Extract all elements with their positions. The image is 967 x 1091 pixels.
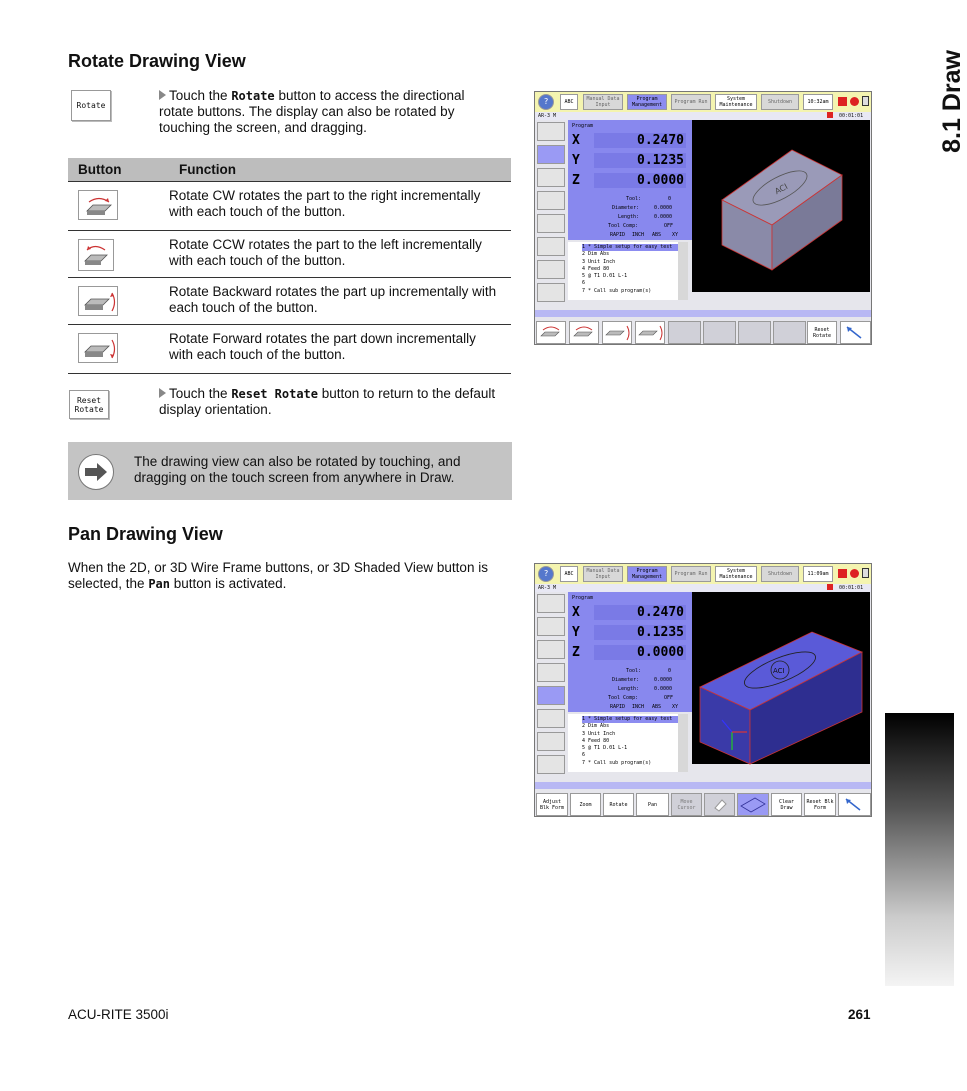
status-right: 00:01:01	[839, 585, 864, 591]
icon-cell	[68, 231, 169, 278]
empty-softkey-6	[703, 321, 736, 344]
axis-x-value: 0.2470	[594, 133, 686, 148]
program-line: 4 Feed 80	[582, 737, 610, 744]
mode-xy: XY	[672, 232, 679, 238]
reset-text: button to return to the default display orientation.	[159, 386, 496, 417]
table-row	[68, 278, 511, 325]
program-line: 6	[582, 280, 586, 287]
diameter-label: Diameter:	[612, 205, 640, 211]
bottom-strip	[535, 782, 871, 789]
table-row	[68, 325, 511, 374]
logo-text: ACI	[773, 667, 785, 675]
mode-rapid: RAPID	[610, 232, 626, 238]
alert-icon	[827, 584, 833, 590]
stop-icon[interactable]	[838, 569, 847, 578]
touch-prefix: Touch the	[169, 88, 228, 103]
program-line: 5 @ T1 D.01 L-1	[582, 273, 628, 280]
status-bar	[535, 112, 871, 120]
program-management-button[interactable]: Program Management	[627, 94, 667, 110]
part-wireframe	[692, 120, 872, 292]
pan-prefix: When the 2D, or 3D Wire Frame buttons, or 3D Shaded View button is selected, the	[68, 560, 488, 591]
mode-inch: INCH	[632, 704, 645, 710]
axis-y-label: Y	[572, 625, 580, 640]
side-button-7[interactable]	[537, 260, 565, 279]
chapter-title: 8.1 Draw	[938, 50, 966, 153]
adjust-blk-form-button[interactable]: Adjust Blk Form	[536, 793, 568, 816]
help-icon[interactable]: ?	[538, 94, 554, 110]
status-right: 00:01:01	[839, 113, 864, 119]
side-button-6[interactable]	[537, 237, 565, 256]
reset-blk-form-button[interactable]: Reset Blk Form	[804, 793, 836, 816]
status-left: AR-3 M	[538, 585, 557, 591]
mode-abs: ABS	[652, 704, 662, 710]
program-line: 7 * Call sub program(s)	[582, 287, 652, 294]
row-text: Rotate CW rotates the part to the right incrementally with each touch of the button.	[169, 182, 511, 231]
program-line: 1 * Simple setup for easy test	[582, 716, 686, 723]
record-icon[interactable]	[850, 569, 859, 578]
lock-icon[interactable]	[862, 96, 869, 106]
rotate-keyword: Rotate	[231, 89, 275, 103]
program-line: 3 Unit Inch	[582, 730, 616, 737]
abc-button[interactable]: ABC	[560, 566, 578, 582]
status-left: AR-3 M	[538, 113, 557, 119]
side-button-8[interactable]	[537, 755, 565, 774]
arrow-right-icon	[78, 454, 114, 490]
rotate-intro	[159, 88, 499, 136]
shaded-view-button[interactable]	[537, 214, 565, 233]
move-cursor-button: Move Cursor	[671, 793, 702, 816]
cursor-tool-icon[interactable]	[840, 321, 871, 344]
rotate-button-label: Rotate	[76, 101, 106, 110]
pan-heading: Pan Drawing View	[68, 524, 223, 544]
diameter-value: 0.0000	[654, 677, 673, 683]
icon-cell	[68, 325, 169, 374]
2d-view-button[interactable]	[537, 122, 565, 141]
tool-comp-label: Tool Comp:	[608, 223, 639, 229]
mode-rapid: RAPID	[610, 704, 626, 710]
screenshot-rotate	[534, 91, 872, 345]
grid-view-button[interactable]	[537, 168, 565, 187]
side-button-8[interactable]	[537, 283, 565, 302]
axis-x-label: X	[572, 133, 580, 148]
record-icon[interactable]	[850, 97, 859, 106]
program-line: 3 Unit Inch	[582, 258, 616, 265]
top-bar	[535, 92, 871, 112]
axis-x-value: 0.2470	[594, 605, 686, 620]
table-row	[68, 182, 511, 231]
system-maintenance-button[interactable]: System Maintenance	[715, 94, 757, 110]
tool-comp-value: OFF	[664, 223, 674, 229]
row-text: Rotate CCW rotates the part to the left incrementally with each touch of the button.	[169, 231, 511, 278]
rotate-cw-button[interactable]	[536, 321, 566, 344]
rotate-backward-button[interactable]	[602, 321, 632, 344]
program-line: 1 * Simple setup for easy test	[582, 244, 686, 251]
program-run-button[interactable]: Program Run	[671, 566, 711, 582]
clock: 11:09am	[803, 566, 833, 582]
program-run-button[interactable]: Program Run	[671, 94, 711, 110]
axis-y-label: Y	[572, 153, 580, 168]
rotate-cw-icon	[78, 190, 118, 220]
system-maintenance-button[interactable]: System Maintenance	[715, 566, 757, 582]
alert-icon	[827, 112, 833, 118]
program-line: 5 @ T1 D.01 L-1	[582, 745, 628, 752]
rotate-button	[71, 90, 111, 121]
note-box	[68, 442, 512, 500]
mode-xy: XY	[672, 704, 679, 710]
program-scrollbar[interactable]	[678, 242, 688, 300]
bottom-strip	[535, 310, 871, 317]
empty-softkey-5	[668, 321, 701, 344]
diameter-label: Diameter:	[612, 677, 640, 683]
table-row	[68, 231, 511, 278]
length-value: 0.0000	[654, 214, 673, 220]
erase-icon	[704, 793, 735, 816]
reset-keyword: Reset Rotate	[231, 387, 319, 401]
reset-rotate-softkey[interactable]: Reset Rotate	[807, 321, 837, 344]
rotate-softkey[interactable]: Rotate	[603, 793, 634, 816]
tool-comp-value: OFF	[664, 695, 674, 701]
length-label: Length:	[618, 686, 640, 692]
dro-panel	[568, 120, 692, 240]
reset-button-line1: Reset	[76, 395, 102, 405]
program-scrollbar[interactable]	[678, 714, 688, 772]
side-button-7[interactable]	[537, 732, 565, 751]
rotate-intro-text: button to access the directional rotate buttons. The display can also be rotated by touching the screen, and dragging.	[159, 88, 465, 135]
page-number: 261	[848, 1007, 871, 1022]
rotate-forward-icon	[78, 333, 118, 363]
zoom-button[interactable]: Zoom	[570, 793, 601, 816]
icon-cell	[68, 278, 169, 325]
part-shaded	[692, 592, 872, 764]
rotate-forward-button[interactable]	[635, 321, 665, 344]
program-list[interactable]	[568, 242, 688, 300]
pan-suffix: button is activated.	[173, 576, 287, 591]
abc-button[interactable]: ABC	[560, 94, 578, 110]
shutdown-button[interactable]: Shutdown	[761, 566, 799, 582]
grid-view-button[interactable]	[537, 640, 565, 659]
dashed-view-button[interactable]	[537, 663, 565, 682]
axis-z-value: 0.0000	[594, 645, 686, 660]
tool-label: Tool:	[626, 196, 642, 202]
icon-cell	[68, 182, 169, 231]
program-list[interactable]	[568, 714, 688, 772]
manual-data-input-button[interactable]: Manual Data Input	[583, 94, 623, 110]
pan-keyword: Pan	[148, 577, 171, 591]
table-header-row	[68, 158, 511, 182]
length-value: 0.0000	[654, 686, 673, 692]
help-icon[interactable]: ?	[538, 566, 554, 582]
program-line: 4 Feed 80	[582, 265, 610, 272]
cursor-tool-icon[interactable]	[838, 793, 871, 816]
mode-abs: ABS	[652, 232, 662, 238]
tool-label: Tool:	[626, 668, 642, 674]
rotate-ccw-icon	[78, 239, 114, 271]
program-line: 2 Dim Abs	[582, 251, 610, 258]
pan-button[interactable]: Pan	[636, 793, 669, 816]
draw-view[interactable]	[692, 120, 870, 292]
program-line: 7 * Call sub program(s)	[582, 759, 652, 766]
note-text: The drawing view can also be rotated by touching, and dragging on the touch screen from anywhere in Draw.	[134, 454, 461, 485]
reset-rotate-button	[69, 390, 109, 419]
row-text: Rotate Forward rotates the part down incrementally with each touch of the button.	[169, 325, 511, 374]
axis-y-value: 0.1235	[594, 153, 686, 168]
footer-product: ACU-RITE 3500i	[68, 1007, 169, 1022]
program-line: 6	[582, 752, 586, 759]
top-bar	[535, 564, 871, 584]
mode-inch: INCH	[632, 232, 645, 238]
header-function: Function	[169, 158, 511, 182]
dro-panel	[568, 592, 692, 712]
tool-value: 0	[668, 668, 672, 674]
2d-view-button[interactable]	[537, 594, 565, 613]
program-management-button[interactable]: Program Management	[627, 566, 667, 582]
select-region-icon[interactable]	[737, 793, 769, 816]
rotate-function-table	[68, 158, 511, 374]
3d-wire-button[interactable]	[537, 145, 565, 164]
bullet-arrow-icon	[159, 90, 166, 100]
axis-x-label: X	[572, 605, 580, 620]
chapter-tab-gradient	[885, 713, 954, 986]
reset-intro	[159, 386, 511, 418]
header-button: Button	[68, 158, 169, 182]
side-button-6[interactable]	[537, 709, 565, 728]
bullet-arrow-icon	[159, 388, 166, 398]
logo-text: ACI	[773, 181, 790, 197]
axis-y-value: 0.1235	[594, 625, 686, 640]
clear-draw-button[interactable]: Clear Draw	[771, 793, 802, 816]
clock: 10:32am	[803, 94, 833, 110]
reset-prefix: Touch the	[169, 386, 228, 401]
status-bar	[535, 584, 871, 592]
axis-z-label: Z	[572, 173, 580, 188]
program-line: 2 Dim Abs	[582, 723, 610, 730]
draw-view[interactable]	[692, 592, 870, 764]
axis-z-label: Z	[572, 645, 580, 660]
length-label: Length:	[618, 214, 640, 220]
tool-comp-label: Tool Comp:	[608, 695, 639, 701]
tool-value: 0	[668, 196, 672, 202]
stop-icon[interactable]	[838, 97, 847, 106]
program-title: Program	[572, 123, 594, 129]
shaded-view-button[interactable]	[537, 686, 565, 705]
rotate-heading: Rotate Drawing View	[68, 51, 246, 71]
reset-button-line2: Rotate	[74, 404, 104, 414]
shutdown-button[interactable]: Shutdown	[761, 94, 799, 110]
manual-data-input-button[interactable]: Manual Data Input	[583, 566, 623, 582]
program-title: Program	[572, 595, 594, 601]
screenshot-pan	[534, 563, 872, 817]
row-text: Rotate Backward rotates the part up incrementally with each touch of the button.	[169, 278, 511, 325]
empty-softkey-8	[773, 321, 806, 344]
3d-wire-button[interactable]	[537, 617, 565, 636]
dashed-view-button[interactable]	[537, 191, 565, 210]
axis-z-value: 0.0000	[594, 173, 686, 188]
pan-text	[68, 560, 513, 592]
empty-softkey-7	[738, 321, 771, 344]
rotate-backward-icon	[78, 286, 118, 316]
rotate-ccw-button[interactable]	[569, 321, 599, 344]
lock-icon[interactable]	[862, 568, 869, 578]
diameter-value: 0.0000	[654, 205, 673, 211]
